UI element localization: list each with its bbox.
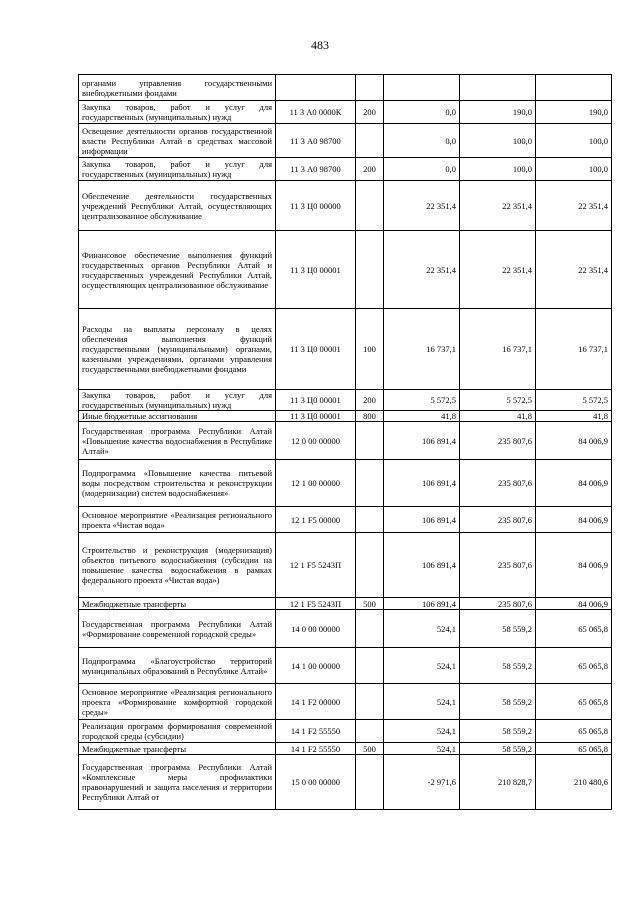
cell-target-code: 11 3 А0 98700 <box>276 124 356 158</box>
cell-name: Государственная программа Республики Алтай «Комплексные меры профилактики правонарушений и защита населения и территории Республики Алтай от <box>79 755 276 810</box>
cell-expense-type: 800 <box>356 411 384 422</box>
cell-amount-1: 22 351,4 <box>384 231 460 309</box>
cell-amount-3: 65 065,8 <box>536 743 612 755</box>
cell-expense-type <box>356 533 384 598</box>
table-row <box>79 610 612 648</box>
cell-name: Основное мероприятие «Реализация регионального проекта «Формирование комфортной городской среды» <box>79 684 276 720</box>
cell-target-code: 11 3 А0 0000К <box>276 101 356 124</box>
cell-target-code: 11 3 Ц0 00001 <box>276 390 356 411</box>
cell-expense-type: 500 <box>356 743 384 755</box>
table-row <box>79 158 612 181</box>
cell-target-code: 14 1 00 00000 <box>276 648 356 684</box>
cell-amount-3: 65 065,8 <box>536 610 612 648</box>
cell-amount-3: 84 006,9 <box>536 598 612 610</box>
cell-amount-1: 524,1 <box>384 648 460 684</box>
cell-amount-3: 84 006,9 <box>536 422 612 460</box>
cell-name: Основное мероприятие «Реализация регионального проекта «Чистая вода» <box>79 507 276 533</box>
cell-name: Подпрограмма «Повышение качества питьевой воды посредством строительства и реконструкции (модернизации) систем водоснабжения» <box>79 460 276 507</box>
cell-name: Государственная программа Республики Алтай «Формирование современной городской среды» <box>79 610 276 648</box>
cell-amount-3: 210 480,6 <box>536 755 612 810</box>
cell-expense-type: 200 <box>356 158 384 181</box>
cell-name: Освещение деятельности органов государственной власти Республики Алтай в средствах массовой информации <box>79 124 276 158</box>
cell-amount-1: 524,1 <box>384 743 460 755</box>
cell-amount-2: 58 559,2 <box>460 610 536 648</box>
table-row <box>79 124 612 158</box>
cell-amount-1: 106 891,4 <box>384 460 460 507</box>
cell-target-code: 14 1 F2 55550 <box>276 720 356 743</box>
cell-amount-2 <box>460 75 536 101</box>
table-row <box>79 648 612 684</box>
cell-amount-1: 106 891,4 <box>384 598 460 610</box>
table-row <box>79 684 612 720</box>
cell-amount-3: 65 065,8 <box>536 720 612 743</box>
table-row <box>79 533 612 598</box>
cell-amount-2: 100,0 <box>460 158 536 181</box>
cell-amount-3: 41,8 <box>536 411 612 422</box>
table-row <box>79 309 612 390</box>
cell-name: Межбюджетные трансферты <box>79 598 276 610</box>
cell-expense-type <box>356 755 384 810</box>
cell-target-code: 11 3 Ц0 00001 <box>276 411 356 422</box>
cell-amount-2: 235 807,6 <box>460 533 536 598</box>
cell-amount-1 <box>384 75 460 101</box>
cell-target-code: 14 1 F2 00000 <box>276 684 356 720</box>
cell-name: органами управления государственными внебюджетными фондами <box>79 75 276 101</box>
cell-name: Строительство и реконструкция (модернизация) объектов питьевого водоснабжения (субсидии на повышение качества водоснабжения в рамках федерального проекта «Чистая вода») <box>79 533 276 598</box>
cell-name: Закупка товаров, работ и услуг для государственных (муниципальных) нужд <box>79 101 276 124</box>
cell-amount-2: 58 559,2 <box>460 648 536 684</box>
cell-name: Межбюджетные трансферты <box>79 743 276 755</box>
cell-expense-type <box>356 610 384 648</box>
cell-target-code: 11 3 Ц0 00001 <box>276 309 356 390</box>
cell-amount-2: 235 807,6 <box>460 460 536 507</box>
cell-target-code <box>276 75 356 101</box>
cell-name: Финансовое обеспечение выполнения функций государственных органов Республики Алтай и государственных учреждений Республики Алтай, осуществляющих централизованное обслуживание <box>79 231 276 309</box>
cell-amount-2: 22 351,4 <box>460 231 536 309</box>
cell-amount-3 <box>536 75 612 101</box>
cell-amount-3: 22 351,4 <box>536 231 612 309</box>
table-row <box>79 101 612 124</box>
cell-expense-type <box>356 181 384 231</box>
cell-expense-type: 100 <box>356 309 384 390</box>
cell-amount-2: 235 807,6 <box>460 507 536 533</box>
cell-expense-type <box>356 460 384 507</box>
cell-amount-1: 524,1 <box>384 684 460 720</box>
table-body <box>79 75 612 810</box>
cell-amount-1: 0,0 <box>384 124 460 158</box>
table-row <box>79 598 612 610</box>
cell-target-code: 14 1 F2 55550 <box>276 743 356 755</box>
cell-target-code: 14 0 00 00000 <box>276 610 356 648</box>
cell-amount-1: 106 891,4 <box>384 422 460 460</box>
cell-name: Закупка товаров, работ и услуг для государственных (муниципальных) нужд <box>79 158 276 181</box>
cell-amount-2: 235 807,6 <box>460 422 536 460</box>
cell-amount-1: 106 891,4 <box>384 533 460 598</box>
cell-target-code: 12 1 F5 00000 <box>276 507 356 533</box>
cell-amount-3: 65 065,8 <box>536 648 612 684</box>
cell-amount-1: 41,8 <box>384 411 460 422</box>
table-row <box>79 507 612 533</box>
cell-name: Закупка товаров, работ и услуг для государственных (муниципальных) нужд <box>79 390 276 411</box>
cell-amount-3: 22 351,4 <box>536 181 612 231</box>
cell-expense-type <box>356 231 384 309</box>
cell-amount-3: 84 006,9 <box>536 507 612 533</box>
cell-amount-1: 106 891,4 <box>384 507 460 533</box>
cell-amount-1: 0,0 <box>384 101 460 124</box>
cell-amount-3: 65 065,8 <box>536 684 612 720</box>
cell-amount-2: 58 559,2 <box>460 684 536 720</box>
table-row <box>79 75 612 101</box>
page-number: 483 <box>311 38 329 52</box>
cell-amount-3: 5 572,5 <box>536 390 612 411</box>
cell-expense-type <box>356 124 384 158</box>
cell-amount-1: 22 351,4 <box>384 181 460 231</box>
cell-expense-type: 200 <box>356 390 384 411</box>
table-row <box>79 743 612 755</box>
cell-target-code: 11 3 Ц0 00001 <box>276 231 356 309</box>
cell-amount-1: 16 737,1 <box>384 309 460 390</box>
cell-name: Иные бюджетные ассигнования <box>79 411 276 422</box>
cell-amount-2: 5 572,5 <box>460 390 536 411</box>
cell-amount-2: 58 559,2 <box>460 720 536 743</box>
cell-amount-3: 190,0 <box>536 101 612 124</box>
table-row <box>79 411 612 422</box>
cell-amount-2: 190,0 <box>460 101 536 124</box>
cell-amount-2: 41,8 <box>460 411 536 422</box>
cell-name: Реализация программ формирования современной городской среды (субсидии) <box>79 720 276 743</box>
cell-name: Подпрограмма «Благоустройство территорий муниципальных образований в Республике Алтай» <box>79 648 276 684</box>
cell-amount-1: 524,1 <box>384 610 460 648</box>
table-row <box>79 422 612 460</box>
cell-amount-1: 524,1 <box>384 720 460 743</box>
table-row <box>79 231 612 309</box>
cell-target-code: 12 1 F5 5243П <box>276 533 356 598</box>
budget-table <box>78 74 612 810</box>
cell-amount-2: 58 559,2 <box>460 743 536 755</box>
cell-amount-2: 100,0 <box>460 124 536 158</box>
cell-target-code: 11 3 Ц0 00000 <box>276 181 356 231</box>
cell-name: Государственная программа Республики Алтай «Повышение качества водоснабжения в Республике Алтай» <box>79 422 276 460</box>
cell-target-code: 12 0 00 00000 <box>276 422 356 460</box>
cell-target-code: 12 1 F5 5243П <box>276 598 356 610</box>
table-row <box>79 720 612 743</box>
cell-amount-3: 100,0 <box>536 124 612 158</box>
cell-name: Расходы на выплаты персоналу в целях обеспечения выполнения функций государственными (муниципальными) органами, казенными учреждениями, органами управления государственными внебюджетными фондами <box>79 309 276 390</box>
table-row <box>79 181 612 231</box>
cell-expense-type <box>356 720 384 743</box>
cell-expense-type <box>356 422 384 460</box>
cell-expense-type: 200 <box>356 101 384 124</box>
cell-amount-2: 16 737,1 <box>460 309 536 390</box>
table-row <box>79 755 612 810</box>
cell-target-code: 15 0 00 00000 <box>276 755 356 810</box>
cell-expense-type <box>356 75 384 101</box>
table-row <box>79 460 612 507</box>
cell-amount-3: 84 006,9 <box>536 533 612 598</box>
cell-expense-type: 500 <box>356 598 384 610</box>
cell-expense-type <box>356 684 384 720</box>
cell-amount-1: 5 572,5 <box>384 390 460 411</box>
cell-expense-type <box>356 507 384 533</box>
cell-target-code: 12 1 00 00000 <box>276 460 356 507</box>
cell-expense-type <box>356 648 384 684</box>
cell-amount-3: 84 006,9 <box>536 460 612 507</box>
cell-amount-1: 0,0 <box>384 158 460 181</box>
cell-amount-2: 210 828,7 <box>460 755 536 810</box>
cell-amount-3: 16 737,1 <box>536 309 612 390</box>
cell-amount-1: -2 971,6 <box>384 755 460 810</box>
cell-target-code: 11 3 А0 98700 <box>276 158 356 181</box>
table-row <box>79 390 612 411</box>
cell-amount-2: 22 351,4 <box>460 181 536 231</box>
cell-amount-3: 100,0 <box>536 158 612 181</box>
cell-name: Обеспечение деятельности государственных учреждений Республики Алтай, осуществляющих централизованное обслуживание <box>79 181 276 231</box>
cell-amount-2: 235 807,6 <box>460 598 536 610</box>
